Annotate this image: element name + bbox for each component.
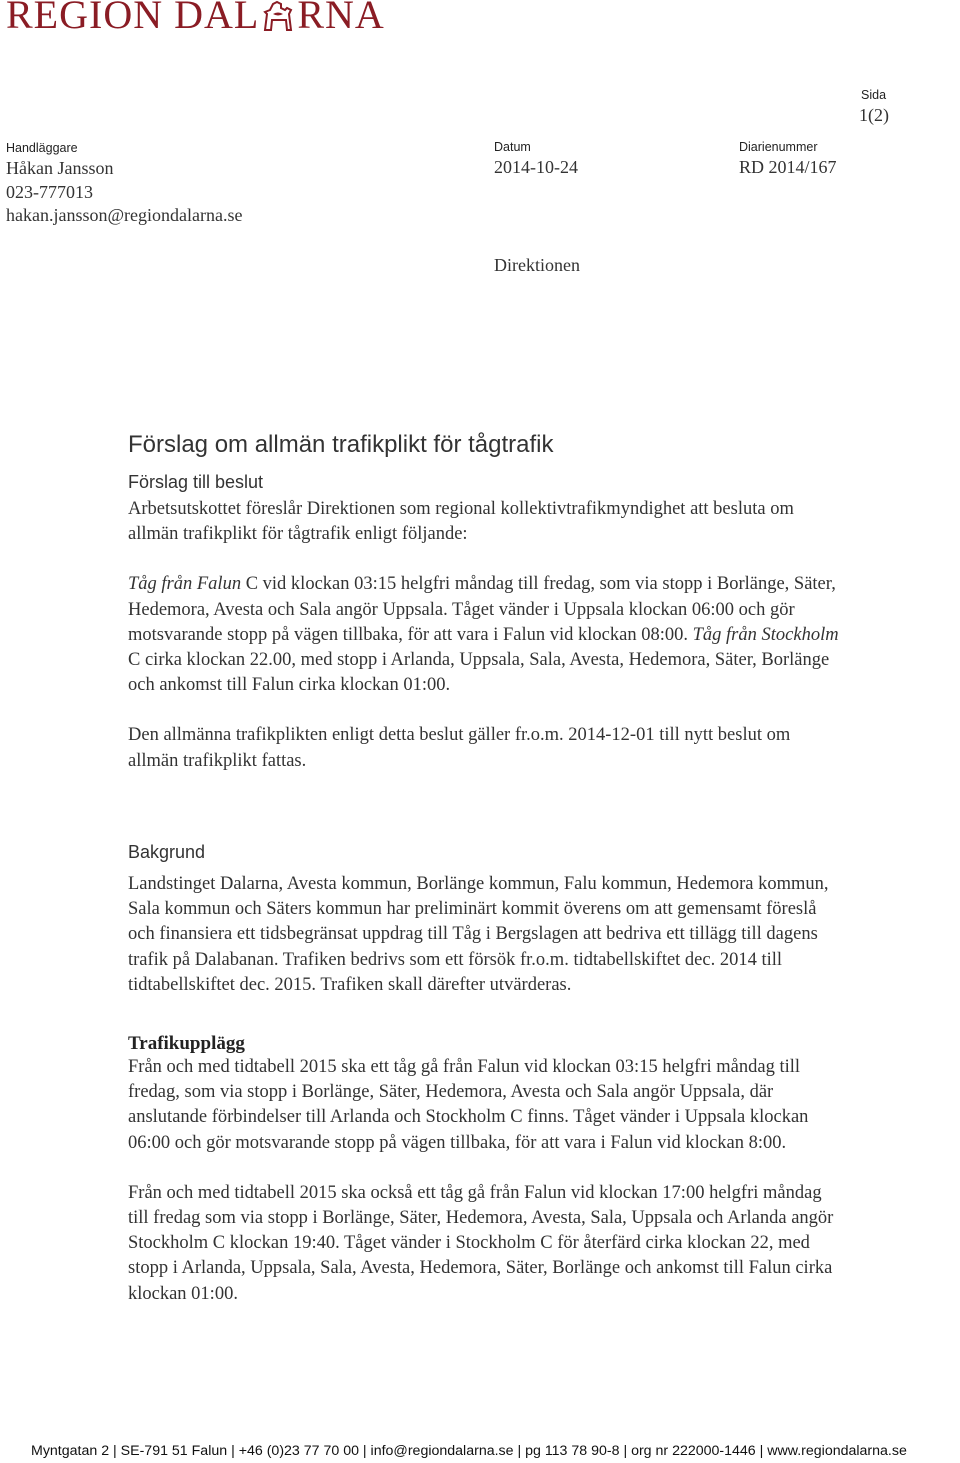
background-text: Landstinget Dalarna, Avesta kommun, Borlänge kommun, Falu kommun, Hedemora kommun, Sala kommun och Säters kommun har preliminärt kommit överens om att gemensamt föreslå och finansiera ett tidsbegränsat uppdrag till Tåg i Bergslagen att bedriva ett tillägg till dagens trafik på Dalabanan. Trafiken bedrivs som ett försök fr.o.m. tidtabellskiftet dec. 2014 till tidtabellskiftet dec. 2015. Trafiken skall därefter utvärderas. <box>128 874 829 995</box>
proposal-em-falun: Tåg från Falun <box>128 574 242 595</box>
logo-text-part1: REGION DAL <box>6 0 260 37</box>
document-title: Förslag om allmän trafikplikt för tågtrafik <box>128 431 554 458</box>
traffic-section <box>128 1033 840 1307</box>
background-section <box>128 842 840 998</box>
handler-name: Håkan Jansson <box>6 158 114 178</box>
page-label: Sida <box>861 88 887 102</box>
proposal-text-a: C vid klockan 03:15 helgfri måndag till fredag, som via stopp i Borlänge, Säter, Hedemora, Avesta och Sala angör Uppsala. Tåget vänder i Uppsala klockan 06:00 och gör motsvarande stopp på vägen tillbaka, för att vara i Falun vid klockan 08:00. <box>128 574 836 645</box>
handler-email[interactable]: hakan.jansson@regiondalarna.se <box>6 205 243 225</box>
proposal-intro: Arbetsutskottet föreslår Direktionen som regional kollektivtrafikmyndighet att besluta om allmän trafikplikt för tågtrafik enligt följande: <box>128 499 794 545</box>
proposal-em-stockholm: Tåg från Stockholm <box>692 624 839 645</box>
diary-value: RD 2014/167 <box>739 157 837 177</box>
proposal-paragraph-2: Den allmänna trafikplikten enligt detta beslut gäller fr.o.m. 2014-12-01 till nytt beslut om allmän trafikplikt fattas. <box>128 725 791 771</box>
date-label: Datum <box>494 140 531 154</box>
proposal-heading: Förslag till beslut <box>128 472 264 492</box>
handler-label: Handläggare <box>6 141 78 155</box>
logo-text-part2: RNA <box>297 0 385 37</box>
handler-phone: 023-777013 <box>6 182 93 202</box>
region-dalarna-logo <box>6 0 385 36</box>
footer-contact: Myntgatan 2 | SE-791 51 Falun | +46 (0)23 77 70 00 | info@regiondalarna.se | pg 113 78 90-8 | org nr 222000-1446 | www.regiondalarna.se <box>31 1443 907 1459</box>
recipient: Direktionen <box>494 255 580 275</box>
diary-label: Diarienummer <box>739 140 818 154</box>
proposal-paragraph-1 <box>128 572 840 698</box>
background-heading: Bakgrund <box>128 842 206 862</box>
traffic-paragraph-2: Från och med tidtabell 2015 ska också ett tåg gå från Falun vid klockan 17:00 helgfri måndag till fredag som via stopp i Borlänge, Säter, Hedemora, Avesta, Sala, Uppsala och Arlanda angör Stockholm C klockan 19:40. Tåget vänder i Stockholm C för återfärd cirka klockan 22, med stopp i Arlanda, Uppsala, Sala, Avesta, Hedemora, Säter, Borlänge och ankomst till Falun cirka klockan 01:00. <box>128 1182 834 1304</box>
traffic-heading: Trafikupplägg <box>128 1033 245 1054</box>
dala-horse-icon <box>261 0 295 32</box>
traffic-paragraph-1: Från och med tidtabell 2015 ska ett tåg gå från Falun vid klockan 03:15 helgfri måndag till fredag, som via stopp i Borlänge, Säter, Hedemora, Avesta och Sala angör Uppsala, där anslutande förbindelser till Arlanda och Stockholm C finns. Tåget vänder i Uppsala klockan 06:00 och gör motsvarande stopp på vägen tillbaka, för att vara i Falun vid klockan 8:00. <box>128 1057 809 1153</box>
page-number: 1(2) <box>859 105 889 125</box>
date-value: 2014-10-24 <box>494 157 578 177</box>
proposal-text-b: C cirka klockan 22.00, med stopp i Arlanda, Uppsala, Sala, Avesta, Hedemora, Säter, Borlänge och ankomst till Falun cirka klockan 01:00. <box>128 650 830 696</box>
proposal-section <box>128 472 840 774</box>
